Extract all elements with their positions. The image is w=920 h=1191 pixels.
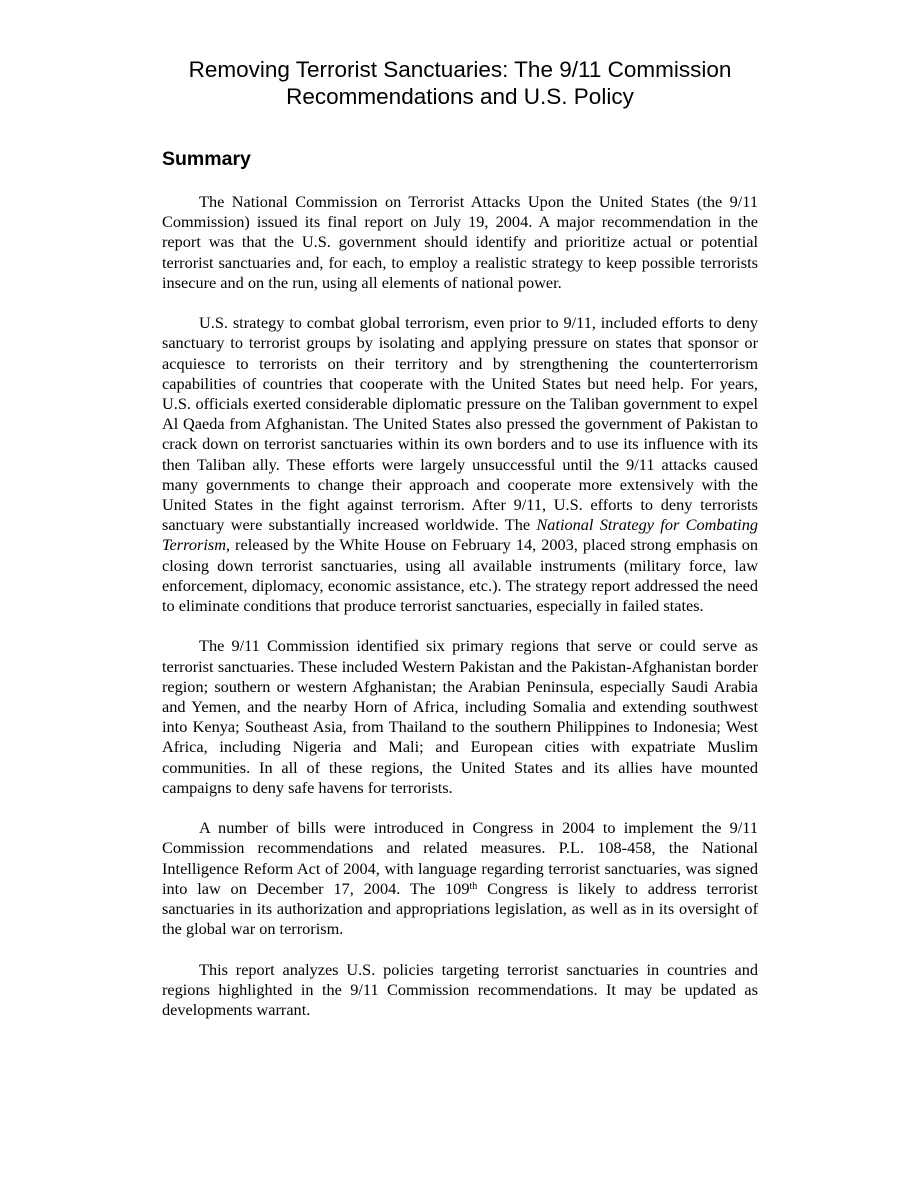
document-page [162,56,758,1020]
ordinal-superscript: th [469,880,478,892]
summary-paragraph-4 [162,818,758,939]
strategy-document-title: National Strategy for Combating Terrorism [162,515,758,555]
title-line-1: Removing Terrorist Sanctuaries: The 9/11 Commission [188,57,732,82]
paragraph-4-text-end: Congress is likely to address terrorist sanctuaries in its authorization and appropriations legislation, as well as in its oversight of the global war on terrorism. [162,878,758,939]
summary-paragraph-3: The 9/11 Commission identified six primary regions that serve or could serve as terrorist sanctuaries. These included Western Pakistan and the Pakistan-Afghanistan border region; southern or western Afghanistan; the Arabian Peninsula, especially Saudi Arabia and Yemen, and the nearby Horn of Africa, including Somalia and extending southwest into Kenya; Southeast Asia, from Thailand to the southern Philippines to Indonesia; West Africa, including Nigeria and Mali; and European cities with expatriate Muslim communities. In all of these regions, the United States and its allies have mounted campaigns to deny safe havens for terrorists. [162,636,758,797]
paragraph-2-text-start: U.S. strategy to combat global terrorism, even prior to 9/11, included efforts to deny sanctuary to terrorist groups by isolating and applying pressure on states that sponsor or acquiesce to terrorists on their territory and by strengthening the counterterrorism capabilities of countries that cooperate with the United States but need help. For years, U.S. officials exerted considerable diplomatic pressure on the Taliban government to expel Al Qaeda from Afghanistan. The United States also pressed the government of Pakistan to crack down on terrorist sanctuaries within its own borders and to use its influence with its then Taliban ally. These efforts were largely unsuccessful until the 9/11 attacks caused many governments to change their approach and cooperate more extensively with the United States in the fight against terrorism. After 9/11, U.S. efforts to deny terrorists sanctuary were substantially increased worldwide. The [162,313,758,535]
title-line-2: Recommendations and U.S. Policy [286,84,634,109]
paragraph-4-text-start: A number of bills were introduced in Congress in 2004 to implement the 9/11 Commission recommendations and related measures. P.L. 108-458, the National Intelligence Reform Act of 2004, with language regarding terrorist sanctuaries, was signed into law on December 17, 2004. The 109 [162,818,758,898]
summary-paragraph-2 [162,313,758,616]
summary-paragraph-5: This report analyzes U.S. policies targeting terrorist sanctuaries in countries and regions highlighted in the 9/11 Commission recommendations. It may be updated as developments warrant. [162,959,758,1020]
summary-paragraph-1: The National Commission on Terrorist Attacks Upon the United States (the 9/11 Commission) issued its final report on July 19, 2004. A major recommendation in the report was that the U.S. government should identify and prioritize actual or potential terrorist sanctuaries and, for each, to employ a realistic strategy to keep possible terrorists insecure and on the run, using all elements of national power. [162,192,758,292]
document-title [162,56,758,110]
paragraph-2-text-end: , released by the White House on February 14, 2003, placed strong emphasis on closing down terrorist sanctuaries, using all available instruments (military force, law enforcement, diplomacy, economic assistance, etc.). The strategy report addressed the need to eliminate conditions that produce terrorist sanctuaries, especially in failed states. [162,535,758,616]
section-heading-summary: Summary [162,148,251,170]
